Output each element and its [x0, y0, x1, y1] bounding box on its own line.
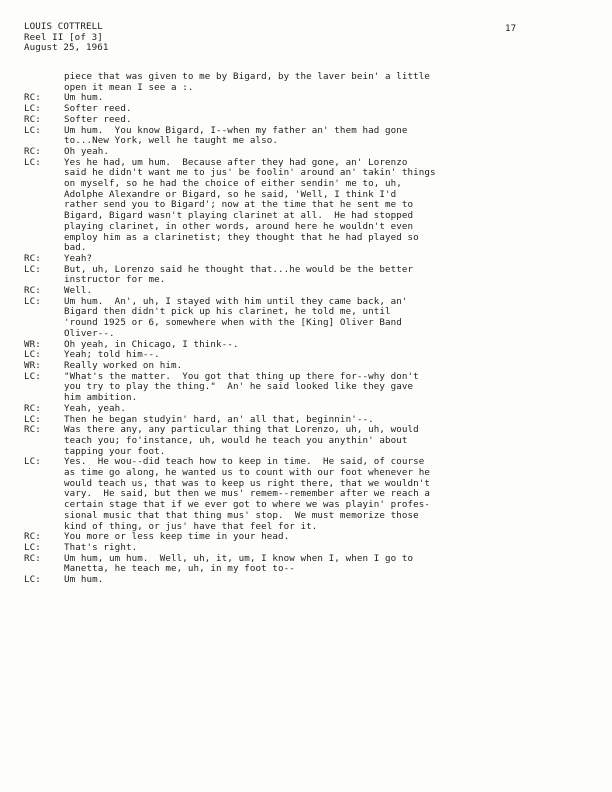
speech-text — [64, 372, 594, 404]
dialogue-entry — [24, 158, 594, 254]
speaker-label: WR: — [24, 338, 41, 350]
dialogue-entry — [24, 115, 594, 126]
speech-text — [64, 104, 594, 115]
speaker-label: LC: — [24, 370, 41, 382]
continuation-text — [24, 72, 594, 93]
speech-line: "What's the matter. You got that thing up there for--why don't — [64, 370, 419, 382]
speech-text — [64, 532, 594, 543]
speaker-label: RC: — [24, 92, 41, 104]
dialogue-entry — [24, 265, 594, 286]
speech-line: Yeah; told him--. — [64, 349, 160, 361]
speech-line: 'round 1925 or 6, somewhere when with the [King] Oliver Band — [64, 317, 402, 329]
speaker-label: RC: — [24, 113, 41, 125]
speech-line: Bigard then didn't pick up his clarinet, he told me, until — [64, 306, 391, 318]
speech-text — [64, 115, 594, 126]
speech-text — [64, 425, 594, 457]
speech-line: would teach us, that was to keep us right there, that we wouldn't — [64, 477, 431, 489]
speech-line: Um hum. — [64, 574, 104, 586]
dialogue-entry — [24, 425, 594, 457]
speech-line: Bigard, Bigard wasn't playing clarinet at all. He had stopped — [64, 210, 414, 222]
speech-text — [64, 265, 594, 286]
dialogue-entry — [24, 554, 594, 575]
speaker-label: LC: — [24, 574, 41, 586]
speaker-label: WR: — [24, 359, 41, 371]
speech-line: instructor for me. — [64, 274, 166, 286]
speaker-label: LC: — [24, 124, 41, 136]
speech-line: Oh yeah. — [64, 145, 110, 157]
speech-line: That's right. — [64, 541, 138, 553]
page-header — [24, 22, 108, 54]
speaker-label: LC: — [24, 541, 41, 553]
dialogue-entry — [24, 457, 594, 532]
speaker-label: LC: — [24, 263, 41, 275]
interview-date: August 25, 1961 — [24, 42, 109, 54]
speech-line: on myself, so he had the choice of either sendin' me to, uh, — [64, 178, 402, 190]
speech-line: said he didn't want me to jus' be foolin' around an' takin' things — [64, 167, 436, 179]
speech-line: Um hum, um hum. Well, uh, it, um, I know when I, when I go to — [64, 552, 414, 564]
speech-line: bad. — [64, 242, 87, 254]
speech-line: vary. He said, but then we mus' remem--remember after we reach a — [64, 488, 431, 500]
speech-line: Oliver--. — [64, 327, 115, 339]
speech-line: employ him as a clarinetist; they thought that he had played so — [64, 231, 419, 243]
dialogue-entry — [24, 575, 594, 586]
speech-line: Softer reed. — [64, 103, 132, 115]
speech-line: Um hum. — [64, 92, 104, 104]
speech-line: Really worked on him. — [64, 359, 183, 371]
speech-line: kind of thing, or jus' have that feel for it. — [64, 520, 318, 532]
speaker-label: LC: — [24, 156, 41, 168]
speaker-label: RC: — [24, 252, 41, 264]
speech-line: You more or less keep time in your head. — [64, 531, 290, 543]
transcript-body — [24, 72, 594, 586]
speaker-label: LC: — [24, 456, 41, 468]
speech-text — [64, 126, 594, 147]
speech-line: rather send you to Bigard'; now at the time that he sent me to — [64, 199, 414, 211]
speaker-label: RC: — [24, 402, 41, 414]
speech-line: you try to play the thing." An' he said looked like they gave — [64, 381, 414, 393]
speech-line: But, uh, Lorenzo said he thought that...he would be the better — [64, 263, 414, 275]
continuation-line: open it mean I see a :. — [64, 81, 194, 93]
speech-text — [64, 404, 594, 415]
interviewee-name: LOUIS COTTRELL — [24, 21, 103, 32]
speech-line: Adolphe Alexandre or Bigard, so he said, 'Well, I think I'd — [64, 188, 397, 200]
speech-line: teach you; fo'instance, uh, would he teach you anythin' about — [64, 434, 408, 446]
speaker-label: LC: — [24, 295, 41, 307]
speaker-label: LC: — [24, 413, 41, 425]
speech-line: Um hum. You know Bigard, I--when my father an' them had gone — [64, 124, 408, 136]
dialogue-entry — [24, 297, 594, 340]
speech-line: Was there any, any particular thing that Lorenzo, uh, uh, would — [64, 424, 419, 436]
speech-line: playing clarinet, in other words, around here he wouldn't even — [64, 220, 414, 232]
dialogue-entry — [24, 126, 594, 147]
speech-text — [64, 93, 594, 104]
speaker-label: RC: — [24, 424, 41, 436]
dialogue-entry — [24, 404, 594, 415]
speaker-label: LC: — [24, 103, 41, 115]
speech-line: Yes he had, um hum. Because after they had gone, an' Lorenzo — [64, 156, 408, 168]
page-number: 17 — [505, 23, 517, 34]
continuation-line: piece that was given to me by Bigard, by the laver bein' a little — [64, 71, 431, 82]
speech-line: Yeah? — [64, 252, 93, 264]
speaker-label: LC: — [24, 349, 41, 361]
speech-line: Manetta, he teach me, uh, in my foot to-- — [64, 563, 295, 575]
speech-text — [64, 297, 594, 340]
speech-line: Oh yeah, in Chicago, I think--. — [64, 338, 239, 350]
speech-line: him ambition. — [64, 392, 138, 404]
speech-text — [64, 158, 594, 254]
dialogue-entry — [24, 372, 594, 404]
reel-label: Reel II [of 3] — [24, 31, 103, 43]
speaker-label: RC: — [24, 552, 41, 564]
speaker-label: RC: — [24, 285, 41, 297]
speech-line: as time go along, he wanted us to count with our foot whenever he — [64, 467, 431, 479]
speech-line: Yeah, yeah. — [64, 402, 126, 414]
speech-line: tapping your foot. — [64, 445, 166, 457]
speech-line: Um hum. An', uh, I stayed with him until they came back, an' — [64, 295, 408, 307]
speech-line: to...New York, well he taught me also. — [64, 135, 278, 147]
speech-line: Well. — [64, 285, 93, 297]
speech-line: sional music that that thing mus' stop. We must memorize those — [64, 509, 419, 521]
speech-text — [64, 575, 594, 586]
speech-line: Softer reed. — [64, 113, 132, 125]
speech-text — [64, 457, 594, 532]
speech-line: Yes. He wou--did teach how to keep in time. He said, of course — [64, 456, 425, 468]
speaker-label: RC: — [24, 531, 41, 543]
speech-line: Then he began studyin' hard, an' all that, beginnin'--. — [64, 413, 374, 425]
speaker-label: RC: — [24, 145, 41, 157]
speech-line: certain stage that if we ever got to where we was playin' profes- — [64, 499, 431, 511]
speech-text — [64, 554, 594, 575]
